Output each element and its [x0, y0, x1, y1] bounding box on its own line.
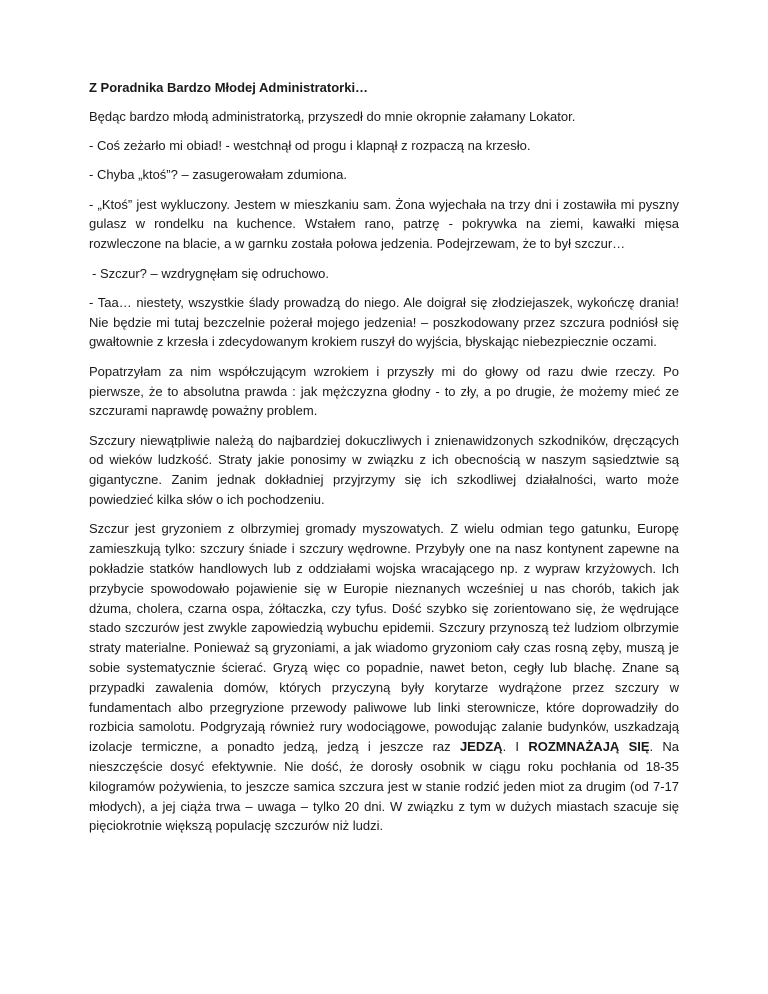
paragraph-dialogue-4: - Szczur? – wzdrygnęłam się odruchowo. [92, 265, 329, 281]
paragraph-rats-intro: Szczury niewątpliwie należą do najbardziej dokuczliwych i znienawidzonych szkodników, dręczących od wieków ludzkość. Straty jakie ponosimy w związku z ich obecnością w naszym sąsiedztwie są gigantyczne. Zanim jednak dokładniej przyjrzymy się ich szkodliwej działalności, warto może powiedzieć kilka słów o ich pochodzeniu. [89, 432, 679, 508]
paragraph-dialogue-3: - „Ktoś” jest wykluczony. Jestem w mieszkaniu sam. Żona wyjechała na trzy dni i zostawiła mi pyszny gulasz w rondelku na kuchence. Wstałem rano, patrzę - pokrywka na ziemi, kawałki mięsa rozwleczone na blacie, a w garnku została połowa jedzenia. Podejrzewam, że to był szczur… [89, 196, 679, 252]
emphasis-eat: JEDZĄ [459, 739, 503, 755]
rats-details-text-before: Szczur jest gryzoniem z olbrzymiej gromady myszowatych. Z wielu odmian tego gatunku, Europę zamieszkują tylko: szczury śniade i szczury wędrowne. Przybyły one na nasz kontynent zapewne na pokładzie statków handlowych lub z oddziałami wojska wracającego np. z wypraw krzyżowych. Ich przybycie spowodowało pojawienie się w Europie nieznanych wcześniej u nas chorób, takich jak dżuma, cholera, czarna ospa, żółtaczka, czy tyfus. Dość szybko się zorientowano się, że wędrujące stado szczurów jest zwykle zapowiedzią wybuchu epidemii. Szczury przynoszą też ludziom olbrzymie straty materialne. Ponieważ są gryzoniami, a jak wiadomo gryzoniom cały czas rosną zęby, muszą je sobie systematycznie ścierać. Gryzą więc co popadnie, nawet beton, cegły lub blachę. Znane są przypadki zawalenia domów, których przyczyną były korytarze wydrążone przez szczury w fundamentach albo przegryzione przewody paliwowe lub linki sterownicze, które doprowadziły do rozbicia samolotu. Podgryzają również rury wodociągowe, powodując zalanie budynków, uszkadzają izolacje termiczne, a ponadto jedzą, jedzą i jeszcze raz [89, 521, 679, 755]
document-title: Z Poradnika Bardzo Młodej Administratorki… [89, 80, 369, 95]
paragraph-intro: Będąc bardzo młodą administratorką, przyszedł do mnie okropnie załamany Lokator. [89, 108, 576, 124]
rats-details-text-middle: . I [502, 739, 529, 755]
rats-details-text-after: . Na nieszczęście dosyć efektywnie. Nie dość, że dorosły osobnik w ciągu roku pochłania od 18-35 kilogramów pożywienia, to jeszcze samica szczura jest w stanie rodzić jeden miot za drugim (od 7-17 młodych), a jej ciąża trwa – uwaga – tylko 20 dni. W związku z tym w dużych miastach szacuje się pięciokrotnie większą populację szczurów niż ludzi. [89, 739, 680, 834]
paragraph-dialogue-1: - Coś zeżarło mi obiad! - westchnął od progu i klapnął z rozpaczą na krzesło. [89, 138, 531, 154]
paragraph-dialogue-5: - Taa… niestety, wszystkie ślady prowadzą do niego. Ale doigrał się złodziejaszek, wykończę drania! Nie będzie mi tutaj bezczelnie pożerał mojego jedzenia! – poszkodowany przez szczura podniósł się gwałtownie z krzesła i zdecydowanym krokiem ruszył do wyjścia, błyskając niebezpiecznie oczami. [89, 294, 679, 350]
emphasis-reproduce: ROZMNAŻAJĄ SIĘ [528, 739, 650, 755]
paragraph-rats-details [89, 519, 679, 836]
paragraph-reflection: Popatrzyłam za nim współczującym wzrokiem i przyszły mi do głowy od razu dwie rzeczy. Po pierwsze, że to absolutna prawda : jak mężczyzna głodny - to zły, a po drugie, że możemy mieć ze szczurami naprawdę poważny problem. [89, 363, 679, 419]
paragraph-dialogue-2: - Chyba „ktoś”? – zasugerowałam zdumiona. [89, 167, 347, 183]
document-page [89, 78, 679, 846]
